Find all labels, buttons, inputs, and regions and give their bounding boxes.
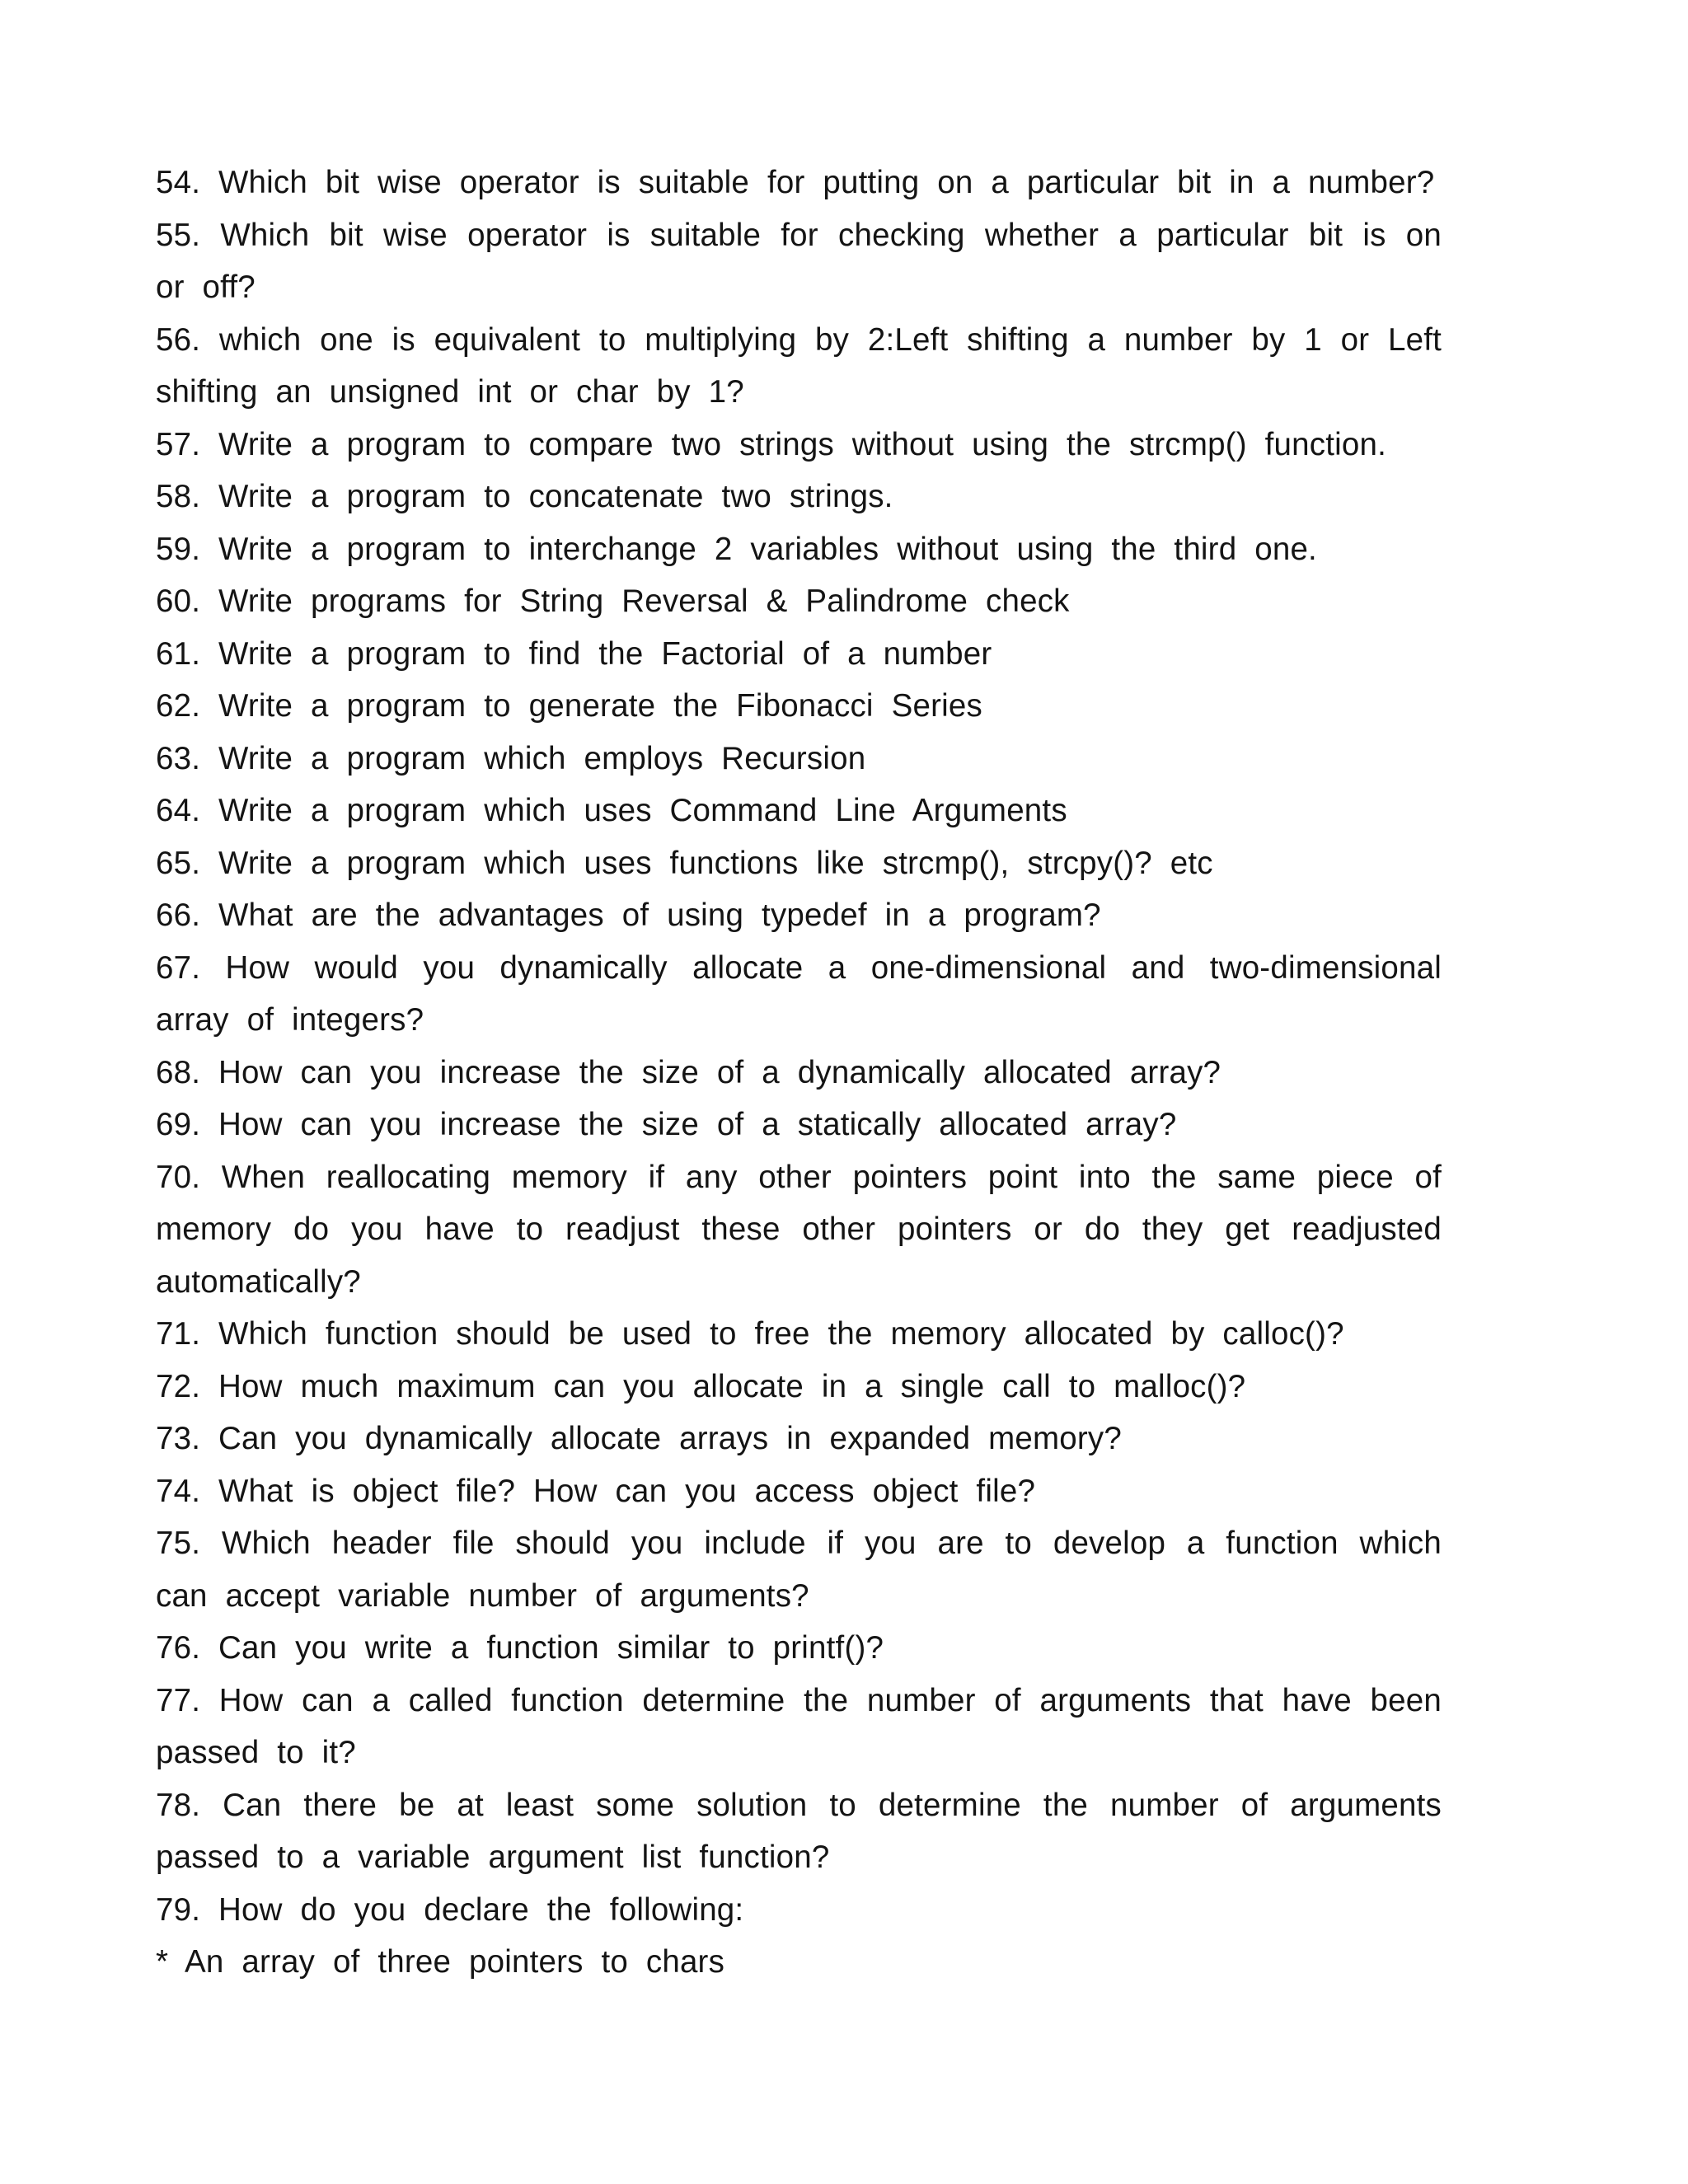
question-56: 56. which one is equivalent to multiplying by 2:Left shifting a number by 1 or Left shifting an unsigned int or char by 1? bbox=[156, 321, 1442, 410]
question-66: 66. What are the advantages of using typedef in a program? bbox=[156, 898, 1101, 933]
question-58: 58. Write a program to concatenate two strings. bbox=[156, 479, 893, 514]
question-78: 78. Can there be at least some solution to determine the number of arguments passed to a variable argument list function? bbox=[156, 1787, 1442, 1875]
question-57: 57. Write a program to compare two strings without using the strcmp() function. bbox=[156, 426, 1387, 462]
question-70: 70. When reallocating memory if any other pointers point into the same piece of memory do you have to readjust these other pointers or do they get readjusted automatically? bbox=[156, 1159, 1442, 1300]
question-list bbox=[156, 157, 1442, 1989]
question-62: 62. Write a program to generate the Fibonacci Series bbox=[156, 688, 982, 724]
question-79: 79. How do you declare the following: bbox=[156, 1891, 744, 1928]
question-65: 65. Write a program which uses functions like strcmp(), strcpy()? etc bbox=[156, 845, 1213, 881]
question-77: 77. How can a called function determine the number of arguments that have been passed to it? bbox=[156, 1682, 1442, 1770]
question-74: 74. What is object file? How can you access object file? bbox=[156, 1473, 1036, 1509]
question-67: 67. How would you dynamically allocate a one-dimensional and two-dimensional array of integers? bbox=[156, 949, 1442, 1038]
question-72: 72. How much maximum can you allocate in a single call to malloc()? bbox=[156, 1368, 1246, 1404]
question-63: 63. Write a program which employs Recursion bbox=[156, 740, 866, 776]
question-76: 76. Can you write a function similar to printf()? bbox=[156, 1630, 884, 1666]
question-55: 55. Which bit wise operator is suitable for checking whether a particular bit is on or off? bbox=[156, 217, 1442, 305]
question-61: 61. Write a program to find the Factorial of a number bbox=[156, 635, 992, 672]
question-75: 75. Which header file should you include if you are to develop a function which can accept variable number of arguments? bbox=[156, 1526, 1442, 1614]
question-68: 68. How can you increase the size of a dynamically allocated array? bbox=[156, 1054, 1221, 1090]
question-73: 73. Can you dynamically allocate arrays in expanded memory? bbox=[156, 1421, 1122, 1456]
question-69: 69. How can you increase the size of a statically allocated array? bbox=[156, 1107, 1177, 1142]
question-71: 71. Which function should be used to free the memory allocated by calloc()? bbox=[156, 1316, 1344, 1352]
question-79-subitem: * An array of three pointers to chars bbox=[156, 1944, 725, 1980]
question-54: 54. Which bit wise operator is suitable for putting on a particular bit in a number? bbox=[156, 165, 1435, 200]
question-60: 60. Write programs for String Reversal & Palindrome check bbox=[156, 583, 1070, 619]
question-64: 64. Write a program which uses Command Line Arguments bbox=[156, 793, 1067, 828]
question-59: 59. Write a program to interchange 2 variables without using the third one. bbox=[156, 531, 1317, 567]
